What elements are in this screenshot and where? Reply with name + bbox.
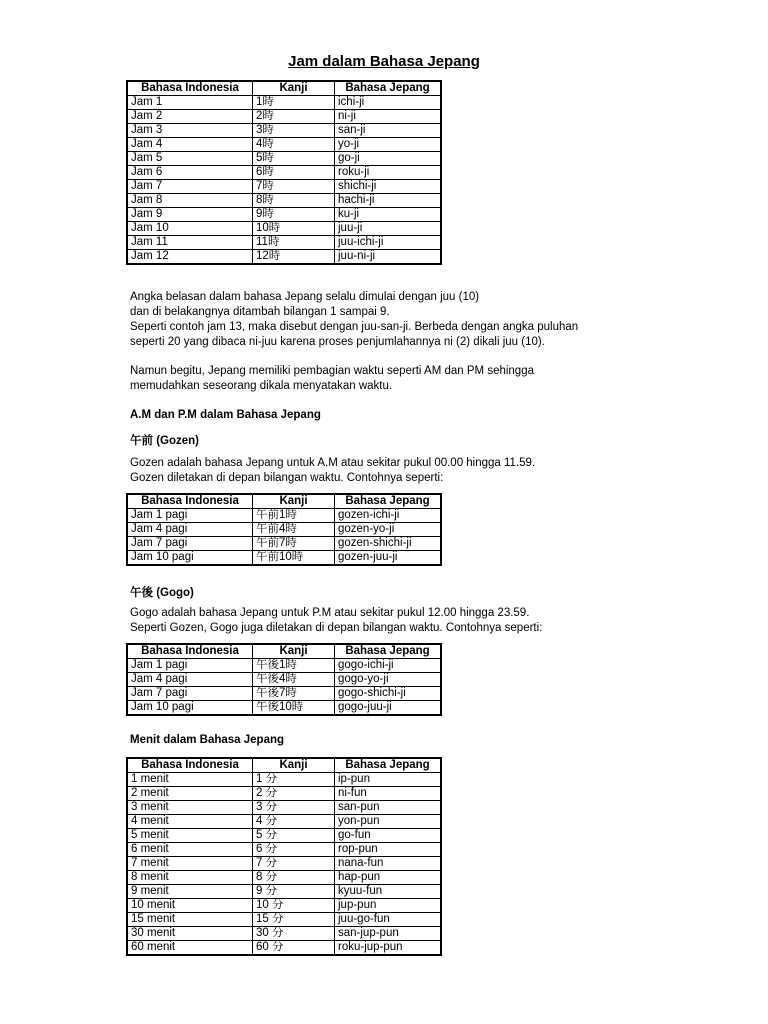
text-line: seperti 20 yang dibaca ni-juu karena proses penjumlahannya ni (2) dikali juu (10). [130,336,545,348]
text-line: Namun begitu, Jepang memiliki pembagian waktu seperti AM dan PM sehingga [130,365,534,377]
cell-kanji: 30 分 [253,927,335,941]
cell-kanji: 4時 [253,138,335,152]
table-row [127,871,441,885]
cell-bahasa-jepang: jup-pun [335,899,442,913]
table-row [127,208,441,222]
cell-bahasa-jepang: roku-ji [335,166,442,180]
cell-bahasa-jepang: gozen-ichi-ji [335,509,442,523]
cell-bahasa-jepang: san-jup-pun [335,927,442,941]
cell-kanji: 7時 [253,180,335,194]
cell-bahasa-indonesia: 4 menit [127,815,253,829]
cell-kanji: 3 分 [253,801,335,815]
table-row [127,659,441,673]
cell-kanji: 60 分 [253,941,335,956]
cell-kanji: 6時 [253,166,335,180]
cell-bahasa-indonesia: 60 menit [127,941,253,956]
paragraph-belasan [130,290,750,350]
cell-bahasa-indonesia: 2 menit [127,787,253,801]
cell-kanji: 10 分 [253,899,335,913]
cell-kanji: 午前4時 [253,523,335,537]
header-bahasa-indonesia: Bahasa Indonesia [127,81,253,96]
table-row [127,236,441,250]
paragraph-gogo [130,606,750,636]
cell-bahasa-indonesia: Jam 4 pagi [127,523,253,537]
header-bahasa-jepang: Bahasa Jepang [335,758,442,773]
paragraph-gozen [130,456,750,486]
text-line: dan di belakangnya ditambah bilangan 1 sampai 9. [130,306,390,318]
table-row [127,829,441,843]
cell-bahasa-jepang: ni-fun [335,787,442,801]
table-row [127,801,441,815]
header-bahasa-jepang: Bahasa Jepang [335,81,442,96]
table-row [127,152,441,166]
header-bahasa-indonesia: Bahasa Indonesia [127,494,253,509]
cell-kanji: 4 分 [253,815,335,829]
menit-table [126,757,442,956]
cell-bahasa-indonesia: 7 menit [127,857,253,871]
table-row [127,166,441,180]
cell-bahasa-jepang: san-pun [335,801,442,815]
cell-kanji: 午前1時 [253,509,335,523]
cell-bahasa-indonesia: Jam 7 [127,180,253,194]
gogo-table [126,643,442,716]
text-line: Angka belasan dalam bahasa Jepang selalu dimulai dengan juu (10) [130,291,480,303]
header-bahasa-indonesia: Bahasa Indonesia [127,644,253,659]
cell-bahasa-jepang: gogo-yo-ji [335,673,442,687]
table-row [127,773,441,787]
cell-bahasa-indonesia: 9 menit [127,885,253,899]
gozen-table [126,493,442,566]
cell-bahasa-indonesia: Jam 2 [127,110,253,124]
cell-bahasa-jepang: juu-ichi-ji [335,236,442,250]
cell-bahasa-jepang: rop-pun [335,843,442,857]
cell-kanji: 8時 [253,194,335,208]
table-row [127,815,441,829]
table-row [127,551,441,566]
cell-bahasa-jepang: san-ji [335,124,442,138]
cell-bahasa-indonesia: Jam 10 pagi [127,551,253,566]
cell-bahasa-indonesia: Jam 7 pagi [127,537,253,551]
table-row [127,687,441,701]
cell-kanji: 1時 [253,96,335,110]
cell-bahasa-jepang: nana-fun [335,857,442,871]
heading-gogo: 午後 (Gogo) [130,587,194,599]
cell-kanji: 午後1時 [253,659,335,673]
cell-bahasa-jepang: ni-ji [335,110,442,124]
table-row [127,180,441,194]
cell-kanji: 9時 [253,208,335,222]
cell-kanji: 9 分 [253,885,335,899]
table-row [127,537,441,551]
table-row [127,194,441,208]
cell-bahasa-jepang: juu-go-fun [335,913,442,927]
cell-bahasa-indonesia: Jam 10 [127,222,253,236]
header-kanji: Kanji [253,644,335,659]
cell-bahasa-jepang: hap-pun [335,871,442,885]
header-bahasa-jepang: Bahasa Jepang [335,644,442,659]
cell-kanji: 11時 [253,236,335,250]
cell-bahasa-jepang: gozen-shichi-ji [335,537,442,551]
cell-kanji: 午後4時 [253,673,335,687]
cell-bahasa-indonesia: 8 menit [127,871,253,885]
cell-bahasa-indonesia: Jam 1 pagi [127,509,253,523]
cell-bahasa-indonesia: 5 menit [127,829,253,843]
cell-bahasa-indonesia: Jam 9 [127,208,253,222]
paragraph-ampm-intro [130,364,750,394]
table-row [127,124,441,138]
header-bahasa-indonesia: Bahasa Indonesia [127,758,253,773]
cell-kanji: 1 分 [253,773,335,787]
page-title: Jam dalam Bahasa Jepang [288,53,480,70]
table-row [127,787,441,801]
cell-kanji: 5 分 [253,829,335,843]
cell-bahasa-indonesia: Jam 11 [127,236,253,250]
table-row [127,899,441,913]
cell-bahasa-jepang: shichi-ji [335,180,442,194]
table-row [127,250,441,265]
cell-bahasa-jepang: ku-ji [335,208,442,222]
cell-kanji: 5時 [253,152,335,166]
header-bahasa-jepang: Bahasa Jepang [335,494,442,509]
cell-kanji: 3時 [253,124,335,138]
table-header-row [127,644,441,659]
cell-kanji: 6 分 [253,843,335,857]
cell-kanji: 午後10時 [253,701,335,716]
cell-kanji: 午前7時 [253,537,335,551]
table-row [127,673,441,687]
cell-kanji: 15 分 [253,913,335,927]
cell-bahasa-jepang: juu-ji [335,222,442,236]
table-row [127,941,441,956]
cell-bahasa-indonesia: 10 menit [127,899,253,913]
header-kanji: Kanji [253,758,335,773]
table-row [127,222,441,236]
hours-table [126,80,442,265]
cell-bahasa-indonesia: Jam 4 pagi [127,673,253,687]
cell-bahasa-indonesia: Jam 10 pagi [127,701,253,716]
cell-bahasa-jepang: hachi-ji [335,194,442,208]
cell-bahasa-indonesia: Jam 5 [127,152,253,166]
cell-bahasa-indonesia: Jam 1 pagi [127,659,253,673]
cell-bahasa-jepang: yon-pun [335,815,442,829]
cell-kanji: 午後7時 [253,687,335,701]
cell-bahasa-jepang: go-fun [335,829,442,843]
table-row [127,927,441,941]
table-row [127,701,441,716]
text-line: Gozen adalah bahasa Jepang untuk A.M atau sekitar pukul 00.00 hingga 11.59. [130,457,536,469]
cell-bahasa-jepang: gozen-juu-ji [335,551,442,566]
cell-bahasa-indonesia: 1 menit [127,773,253,787]
cell-bahasa-jepang: gozen-yo-ji [335,523,442,537]
cell-bahasa-jepang: yo-ji [335,138,442,152]
cell-bahasa-indonesia: Jam 1 [127,96,253,110]
table-row [127,509,441,523]
cell-bahasa-jepang: gogo-juu-ji [335,701,442,716]
cell-bahasa-indonesia: Jam 12 [127,250,253,265]
cell-bahasa-indonesia: 15 menit [127,913,253,927]
cell-kanji: 8 分 [253,871,335,885]
cell-kanji: 午前10時 [253,551,335,566]
table-row [127,885,441,899]
table-row [127,843,441,857]
cell-bahasa-jepang: gogo-ichi-ji [335,659,442,673]
text-line: Seperti Gozen, Gogo juga diletakan di depan bilangan waktu. Contohnya seperti: [130,622,543,634]
cell-bahasa-jepang: roku-jup-pun [335,941,442,956]
cell-bahasa-indonesia: Jam 7 pagi [127,687,253,701]
heading-gozen: 午前 (Gozen) [130,435,199,447]
table-row [127,857,441,871]
cell-bahasa-indonesia: Jam 4 [127,138,253,152]
cell-kanji: 7 分 [253,857,335,871]
table-row [127,138,441,152]
table-header-row [127,81,441,96]
cell-bahasa-jepang: kyuu-fun [335,885,442,899]
cell-bahasa-jepang: ip-pun [335,773,442,787]
table-row [127,913,441,927]
table-row [127,96,441,110]
header-kanji: Kanji [253,81,335,96]
cell-kanji: 10時 [253,222,335,236]
cell-bahasa-jepang: gogo-shichi-ji [335,687,442,701]
heading-menit: Menit dalam Bahasa Jepang [130,734,285,746]
cell-bahasa-jepang: go-ji [335,152,442,166]
text-line: Seperti contoh jam 13, maka disebut dengan juu-san-ji. Berbeda dengan angka puluhan [130,321,579,333]
cell-bahasa-indonesia: Jam 6 [127,166,253,180]
cell-kanji: 2 分 [253,787,335,801]
table-row [127,110,441,124]
cell-bahasa-jepang: juu-ni-ji [335,250,442,265]
table-row [127,523,441,537]
cell-bahasa-indonesia: 3 menit [127,801,253,815]
cell-bahasa-indonesia: 6 menit [127,843,253,857]
cell-kanji: 2時 [253,110,335,124]
cell-bahasa-indonesia: Jam 8 [127,194,253,208]
heading-ampm: A.M dan P.M dalam Bahasa Jepang [130,409,321,421]
cell-bahasa-jepang: ichi-ji [335,96,442,110]
table-header-row [127,758,441,773]
text-line: Gozen diletakan di depan bilangan waktu. Contohnya seperti: [130,472,444,484]
text-line: Gogo adalah bahasa Jepang untuk P.M atau sekitar pukul 12.00 hingga 23.59. [130,607,530,619]
cell-bahasa-indonesia: 30 menit [127,927,253,941]
cell-bahasa-indonesia: Jam 3 [127,124,253,138]
cell-kanji: 12時 [253,250,335,265]
header-kanji: Kanji [253,494,335,509]
text-line: memudahkan seseorang dikala menyatakan waktu. [130,380,393,392]
table-header-row [127,494,441,509]
